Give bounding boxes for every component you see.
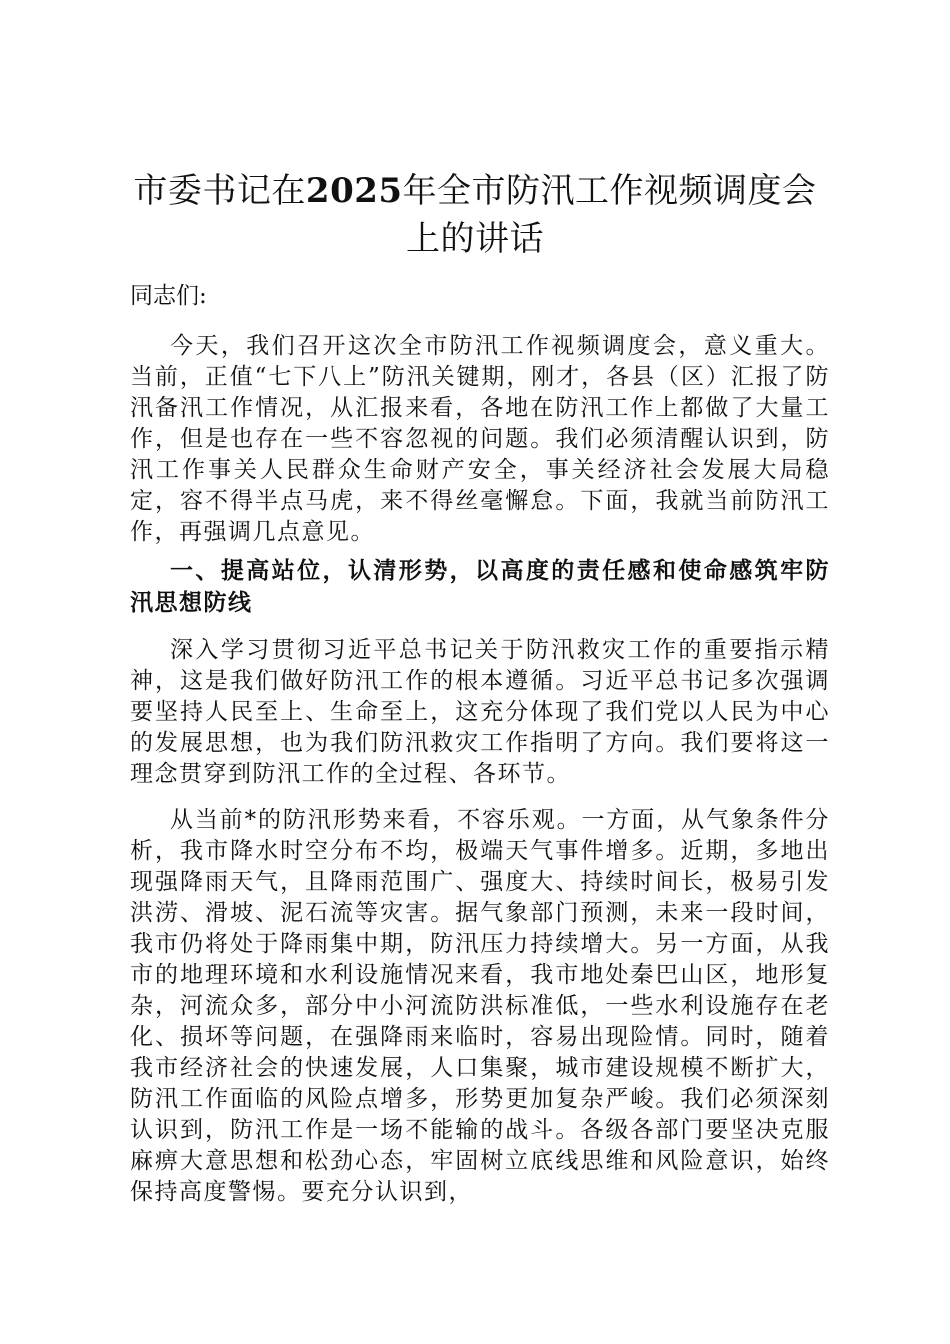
paragraph-intro: 今天，我们召开这次全市防汛工作视频调度会，意义重大。当前，正值“七下八上”防汛关键期，刚才，各县（区）汇报了防汛备汛工作情况，从汇报来看，各地在防汛工作上都做了大量工作，但是也存在一些不容忽视的问题。我们必须清醒认识到，防汛工作事关人民群众生命财产安全，事关经济社会发展大局稳定，容不得半点马虎，来不得丝毫懈怠。下面，我就当前防汛工作，再强调几点意见。 xyxy=(130,333,830,545)
title-year: 2025 xyxy=(305,171,403,211)
title-suffix: 年全市防汛工作视频调度会上的讲话 xyxy=(402,171,817,259)
salutation: 同志们: xyxy=(130,283,207,309)
title-prefix: 市委书记在 xyxy=(133,171,306,211)
page-title xyxy=(120,167,830,263)
paragraph-section-1: 深入学习贯彻习近平总书记关于防汛救灾工作的重要指示精神，这是我们做好防汛工作的根本遵循。习近平总书记多次强调要坚持人民至上、生命至上，这充分体现了我们党以人民为中心的发展思想，也为我们防汛救灾工作指明了方向。我们要将这一理念贯穿到防汛工作的全过程、各环节。 xyxy=(130,637,830,787)
section-heading-1: 一、提高站位，认清形势，以高度的责任感和使命感筑牢防汛思想防线 xyxy=(130,558,830,616)
paragraph-situation: 从当前*的防汛形势来看，不容乐观。一方面，从气象条件分析，我市降水时空分布不均，极端天气事件增多。近期，多地出现强降雨天气，且降雨范围广、强度大、持续时间长，极易引发洪涝、滑坡、泥石流等灾害。据气象部门预测，未来一段时间，我市仍将处于降雨集中期，防汛压力持续增大。另一方面，从我市的地理环境和水利设施情况来看，我市地处秦巴山区，地形复杂，河流众多，部分中小河流防洪标准低，一些水利设施存在老化、损坏等问题，在强降雨来临时，容易出现险情。同时，随着我市经济社会的快速发展，人口集聚，城市建设规模不断扩大，防汛工作面临的风险点增多，形势更加复杂严峻。我们必须深刻认识到，防汛工作是一场不能输的战斗。各级各部门要坚决克服麻痹大意思想和松劲心态，牢固树立底线思维和风险意识，始终保持高度警惕。要充分认识到， xyxy=(130,807,830,1205)
